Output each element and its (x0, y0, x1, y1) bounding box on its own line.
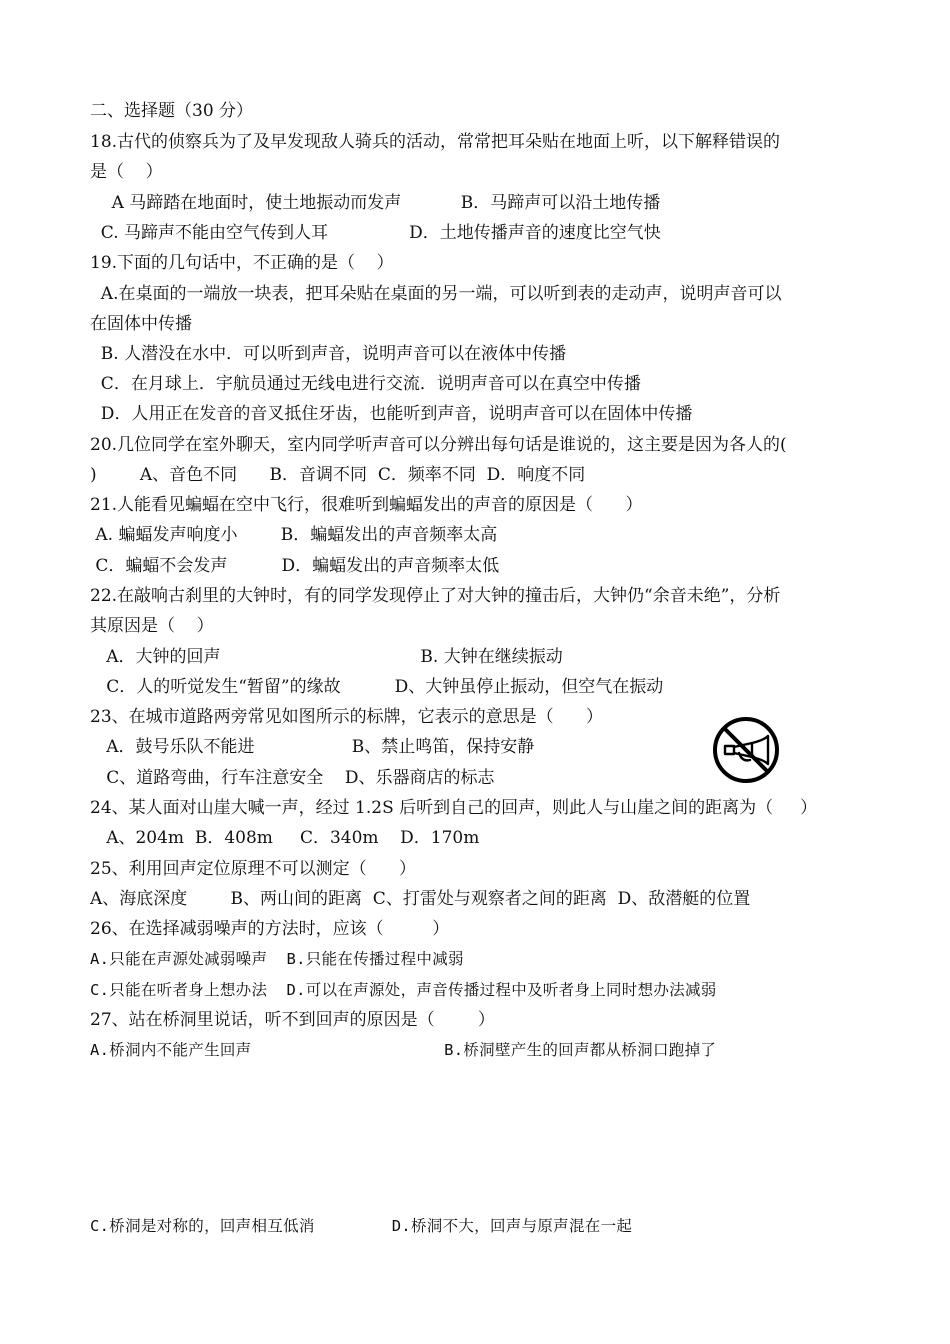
question-24-options: A、204m B．408m C．340m D．170m (90, 828, 480, 848)
question-18-stem-cont: 是（ ） (90, 162, 163, 182)
question-26-options-ab: A.只能在声源处减弱噪声 B.只能在传播过程中减弱 (90, 950, 464, 968)
question-20-stem: 20.几位同学在室外聊天，室内同学听声音可以分辨出每句话是谁说的，这主要是因为各人的( (90, 435, 787, 455)
question-18-options-ab: A 马蹄踏在地面时，使土地振动而发声 B．马蹄声可以沿土地传播 (90, 193, 661, 213)
question-23-options-cd: C、道路弯曲，行车注意安全 D、乐器商店的标志 (90, 768, 495, 788)
question-21-options-ab: A. 蝙蝠发声响度小 B．蝙蝠发出的声音频率太高 (90, 525, 498, 545)
question-19-stem: 19.下面的几句话中，不正确的是（ ） (90, 253, 394, 273)
question-27-options-ab: A.桥洞内不能产生回声 B.桥洞壁产生的回声都从桥洞口跑掉了 (90, 1041, 717, 1059)
question-22-stem: 22.在敲响古刹里的大钟时，有的同学发现停止了对大钟的撞击后，大钟仍“余音未绝”，分析 (90, 586, 781, 606)
question-26-options-cd: C.只能在听者身上想办法 D.可以在声源处，声音传播过程中及听者身上同时想办法减弱 (90, 981, 717, 999)
question-19-option-a: A.在桌面的一端放一块表，把耳朵贴在桌面的另一端，可以听到表的走动声，说明声音可以 (90, 284, 782, 304)
question-19-option-c: C．在月球上．宇航员通过无线电进行交流．说明声音可以在真空中传播 (90, 374, 641, 394)
no-horn-sign-icon (712, 716, 780, 784)
question-18-stem: 18.古代的侦察兵为了及早发现敌人骑兵的活动，常常把耳朵贴在地面上听，以下解释错误的 (90, 132, 781, 152)
question-21-stem: 21.人能看见蝙蝠在空中飞行，很难听到蝙蝠发出的声音的原因是（ ） (90, 495, 643, 515)
question-24-stem: 24、某人面对山崖大喊一声，经过 1.2S 后听到自己的回声，则此人与山崖之间的距离为（ ） (90, 798, 818, 818)
question-18-options-cd: C. 马蹄声不能由空气传到人耳 D．土地传播声音的速度比空气快 (90, 223, 661, 243)
question-23-options-ab: A．鼓号乐队不能进 B、禁止鸣笛，保持安静 (90, 737, 535, 757)
question-27-options-cd: C.桥洞是对称的，回声相互低消 D.桥洞不大，回声与原声混在一起 (90, 1217, 633, 1235)
question-19-option-d: D．人用正在发音的音叉抵住牙齿，也能听到声音，说明声音可以在固体中传播 (90, 404, 693, 424)
question-25-stem: 25、利用回声定位原理不可以测定（ ） (90, 859, 417, 879)
question-19-option-a-cont: 在固体中传播 (90, 314, 192, 334)
section-title: 二、选择题（30 分） (90, 101, 254, 121)
question-19-option-b: B. 人潜没在水中．可以听到声音，说明声音可以在液体中传播 (90, 344, 567, 364)
question-25-options: A、海底深度 B、两山间的距离 C、打雷处与观察者之间的距离 D、敌潜艇的位置 (90, 889, 751, 909)
question-22-options-ab: A．大钟的回声 B. 大钟在继续振动 (90, 647, 563, 667)
question-26-stem: 26、在选择减弱噪声的方法时，应该（ ） (90, 919, 450, 939)
question-23-stem: 23、在城市道路两旁常见如图所示的标牌，它表示的意思是（ ） (90, 707, 604, 727)
question-22-options-cd: C．人的听觉发生“暂留”的缘故 D、大钟虽停止振动，但空气在振动 (90, 677, 664, 697)
question-22-stem-cont: 其原因是（ ） (90, 616, 214, 636)
question-21-options-cd: C．蝙蝠不会发声 D．蝙蝠发出的声音频率太低 (90, 556, 500, 576)
question-20-options: ) A、音色不同 B．音调不同 C．频率不同 D．响度不同 (90, 465, 586, 485)
question-27-stem: 27、站在桥洞里说话，听不到回声的原因是（ ） (90, 1010, 495, 1030)
